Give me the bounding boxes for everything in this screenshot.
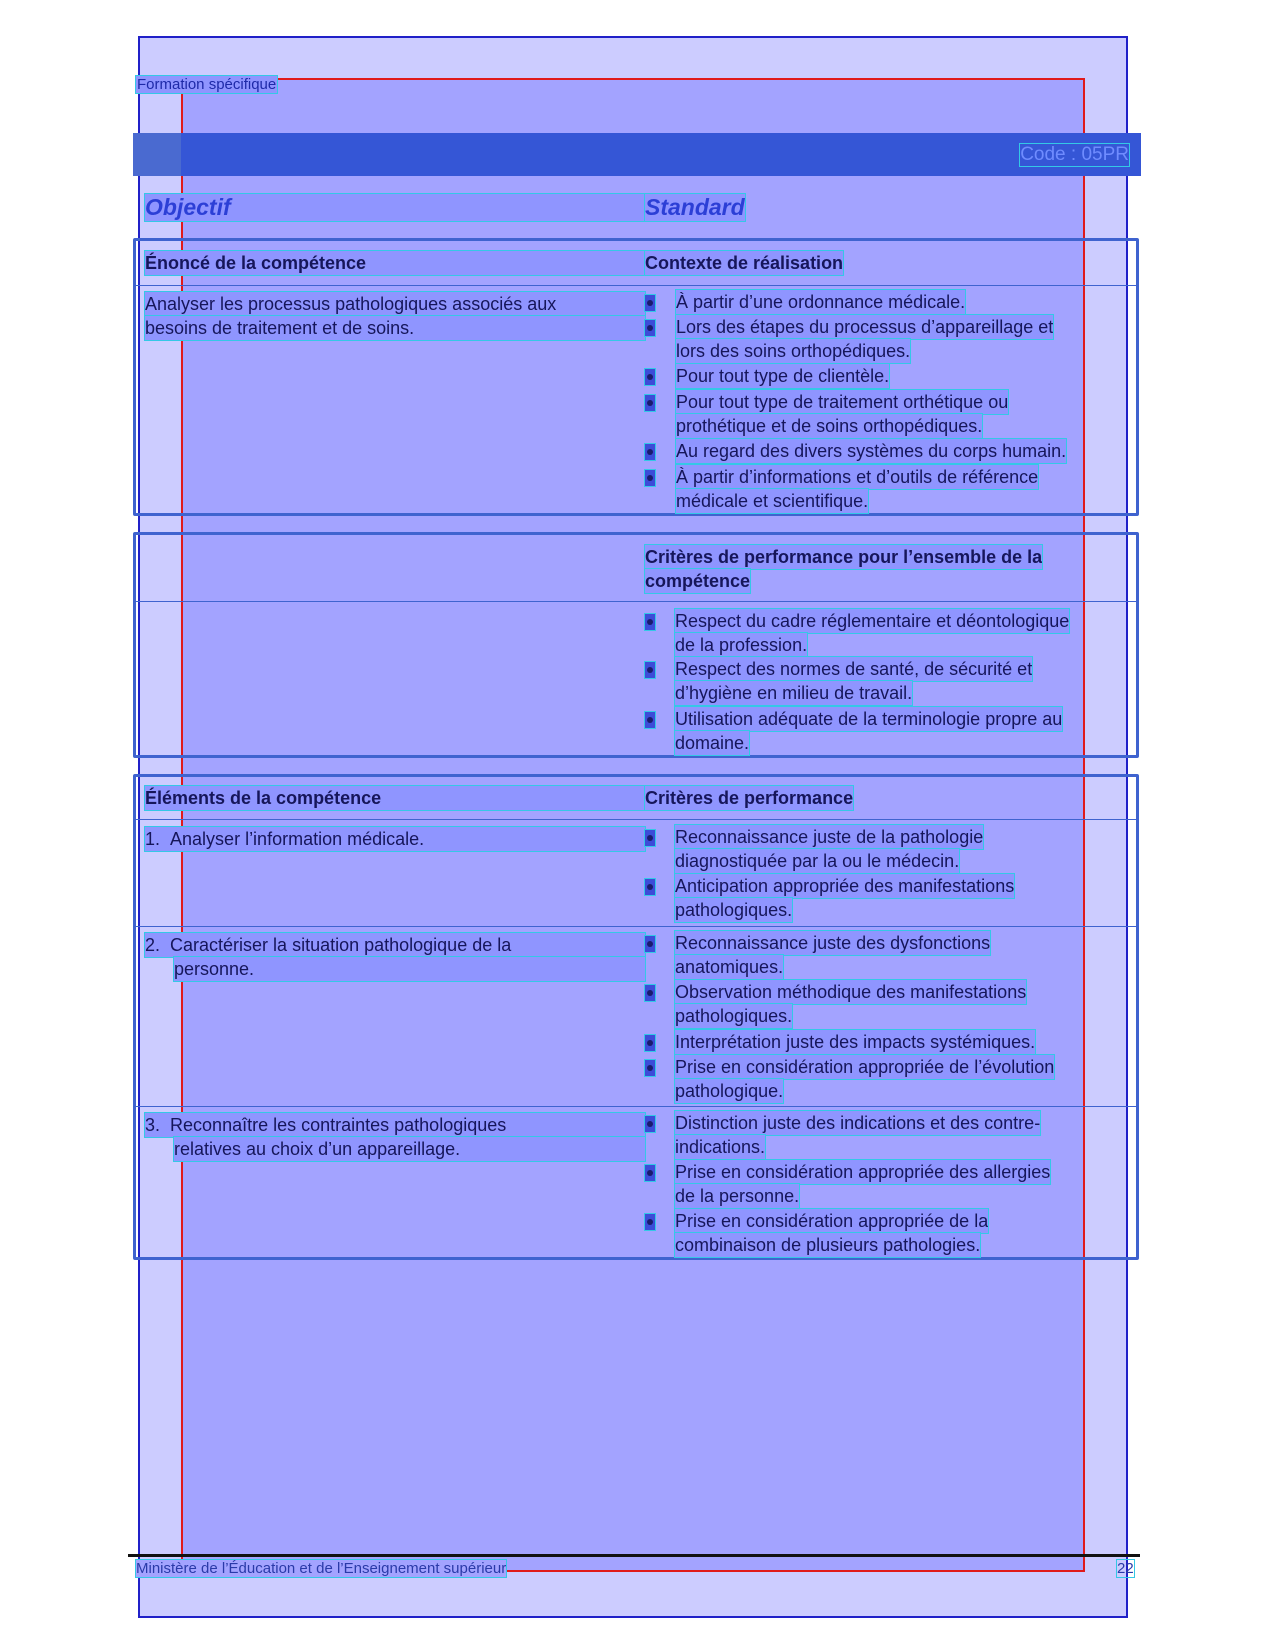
bullet-icon [645, 1116, 655, 1132]
criterion-item: Reconnaissance juste de la pathologie [675, 827, 984, 847]
code-band-accent [133, 133, 181, 176]
criterion-item-cont: pathologique. [675, 1081, 784, 1101]
criterion-item: Utilisation adéquate de la terminologie propre au [675, 709, 1063, 729]
overall-criteria-heading-cont: compétence [645, 571, 751, 591]
element-line [145, 827, 645, 851]
element-text: Analyser l’information médicale. [170, 829, 425, 849]
competence-statement-line: besoins de traitement et de soins. [145, 316, 645, 340]
bullet-icon [645, 879, 655, 895]
bullet-icon [645, 320, 655, 336]
criterion-item-cont: de la personne. [675, 1186, 800, 1206]
context-item: Lors des étapes du processus d’appareillage et [676, 317, 1054, 337]
element-text: Reconnaître les contraintes pathologiques [170, 1115, 507, 1135]
program-code: Code : 05PR [1020, 144, 1129, 165]
criterion-item-cont: combinaison de plusieurs pathologies. [675, 1235, 981, 1255]
criterion-item: Anticipation appropriée des manifestations [675, 876, 1015, 896]
context-item: Pour tout type de clientèle. [676, 366, 890, 386]
element-number: 1. [145, 829, 161, 849]
context-item: À partir d’une ordonnance médicale. [676, 292, 966, 312]
criterion-item-cont: pathologiques. [675, 900, 793, 920]
bullet-icon [645, 395, 655, 411]
bullet-icon [645, 830, 655, 846]
row-divider [136, 1106, 1136, 1107]
bullet-icon [645, 1165, 655, 1181]
criterion-item-cont: anatomiques. [675, 957, 784, 977]
criterion-item: Prise en considération appropriée de la [675, 1211, 989, 1231]
elements-heading: Éléments de la compétence [145, 786, 645, 810]
criterion-item-cont: diagnostiquée par la ou le médecin. [675, 851, 960, 871]
bullet-icon [645, 985, 655, 1001]
criterion-item-cont: pathologiques. [675, 1006, 793, 1026]
element-number: 2. [145, 935, 161, 955]
bullet-icon [645, 1214, 655, 1230]
element-text-cont: personne. [174, 957, 645, 981]
bullet-icon [645, 614, 655, 630]
running-header: Formation spécifique [137, 76, 277, 93]
bullet-icon [645, 1060, 655, 1076]
element-number: 3. [145, 1115, 161, 1135]
code-band [133, 133, 1141, 176]
criterion-item-cont: domaine. [675, 733, 750, 753]
section-divider [136, 285, 1136, 286]
criterion-item: Respect du cadre réglementaire et déontologique [675, 611, 1070, 631]
context-item: Au regard des divers systèmes du corps humain. [676, 441, 1067, 461]
bullet-icon [645, 712, 655, 728]
criterion-item: Prise en considération appropriée des allergies [675, 1162, 1051, 1182]
criterion-item: Distinction juste des indications et des contre- [675, 1113, 1041, 1133]
context-heading: Contexte de réalisation [645, 253, 844, 273]
criterion-item-cont: d’hygiène en milieu de travail. [675, 683, 913, 703]
bullet-icon [645, 470, 655, 486]
context-item: À partir d’informations et d’outils de référence [676, 467, 1039, 487]
section-divider [136, 819, 1136, 820]
element-text-cont: relatives au choix d’un appareillage. [174, 1137, 645, 1161]
footer-ministry: Ministère de l’Éducation et de l’Enseignement supérieur [136, 1560, 507, 1577]
competence-statement-line: Analyser les processus pathologiques associés aux [145, 292, 645, 316]
context-item-cont: prothétique et de soins orthopédiques. [676, 416, 983, 436]
footer-rule [128, 1554, 1140, 1557]
criterion-item: Reconnaissance juste des dysfonctions [675, 933, 991, 953]
context-item: Pour tout type de traitement orthétique ou [676, 392, 1009, 412]
criterion-item-cont: de la profession. [675, 635, 808, 655]
context-item-cont: lors des soins orthopédiques. [676, 341, 911, 361]
competence-statement-heading: Énoncé de la compétence [145, 251, 645, 275]
element-text: Caractériser la situation pathologique de la [170, 935, 512, 955]
criterion-item: Observation méthodique des manifestations [675, 982, 1027, 1002]
bullet-icon [645, 295, 655, 311]
criterion-item: Prise en considération appropriée de l’évolution [675, 1057, 1055, 1077]
element-line [145, 1113, 645, 1137]
standard-title: Standard [645, 194, 745, 220]
overall-criteria-heading: Critères de performance pour l’ensemble de la [645, 547, 1043, 567]
bullet-icon [645, 1035, 655, 1051]
section-divider [136, 601, 1136, 602]
row-divider [136, 926, 1136, 927]
bullet-icon [645, 444, 655, 460]
criterion-item: Respect des normes de santé, de sécurité et [675, 659, 1033, 679]
bullet-icon [645, 369, 655, 385]
bullet-icon [645, 936, 655, 952]
element-line [145, 933, 645, 957]
objective-title: Objectif [145, 194, 645, 221]
context-item-cont: médicale et scientifique. [676, 491, 869, 511]
bullet-icon [645, 662, 655, 678]
criterion-item-cont: indications. [675, 1137, 766, 1157]
criterion-item: Interprétation juste des impacts systémiques. [675, 1032, 1036, 1052]
performance-criteria-heading: Critères de performance [645, 788, 854, 808]
page-number: 22 [1117, 1560, 1134, 1577]
